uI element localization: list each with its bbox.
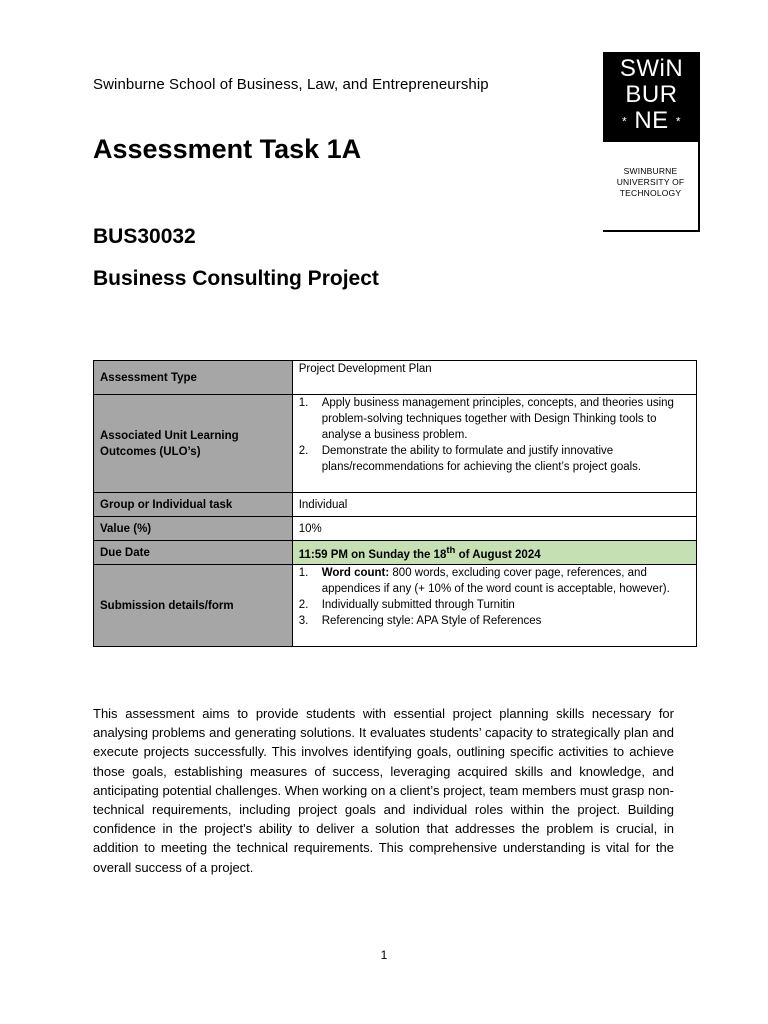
submission-list bbox=[299, 565, 690, 629]
list-item bbox=[299, 613, 690, 629]
ulo-label: Associated Unit Learning Outcomes (ULO’s) bbox=[94, 395, 293, 493]
list-item bbox=[299, 395, 690, 443]
value-label: Value (%) bbox=[94, 517, 293, 541]
table-row bbox=[94, 493, 697, 517]
unit-name: Business Consulting Project bbox=[93, 267, 379, 290]
unit-code: BUS30032 bbox=[93, 225, 196, 248]
due-date-ordinal-suffix: th bbox=[446, 544, 456, 556]
list-item bbox=[299, 597, 690, 613]
logo-line-1: SWiN bbox=[619, 55, 684, 82]
list-number: 1. bbox=[298, 397, 309, 409]
table-row bbox=[94, 517, 697, 541]
assessment-type-label: Assessment Type bbox=[94, 361, 293, 395]
assessment-type-value: Project Development Plan bbox=[292, 361, 696, 395]
group-label: Group or Individual task bbox=[94, 493, 293, 517]
table-row bbox=[94, 565, 697, 647]
list-item-text: Referencing style: APA Style of References bbox=[321, 615, 542, 627]
logo-line-2: BUR bbox=[625, 81, 678, 108]
submission-value bbox=[292, 565, 696, 647]
logo-university-line-2: UNIVERSITY OF bbox=[616, 177, 685, 187]
list-item-text: 800 words, excluding cover page, references, and appendices if any (+ 10% of the word count is acceptable, however). bbox=[321, 567, 670, 595]
list-item-text: Individually submitted through Turnitin bbox=[321, 599, 515, 611]
due-date-part-1: 11:59 PM on Sunday the 18 bbox=[298, 548, 447, 561]
table-row bbox=[94, 395, 697, 493]
ulo-value bbox=[292, 395, 696, 493]
list-item-bold: Word count: bbox=[321, 567, 390, 579]
group-value: Individual bbox=[292, 493, 696, 517]
list-item bbox=[299, 443, 690, 475]
table-row bbox=[94, 541, 697, 565]
list-number: 3. bbox=[298, 615, 309, 627]
document-title: Assessment Task 1A bbox=[93, 134, 362, 164]
list-number: 2. bbox=[298, 445, 309, 457]
logo-university-name bbox=[603, 166, 698, 199]
list-item-text: Demonstrate the ability to formulate and justify innovative plans/recommendations for achieving the client’s project goals. bbox=[321, 445, 642, 473]
ulo-list bbox=[299, 395, 690, 475]
due-date-part-2: of August 2024 bbox=[455, 548, 541, 561]
logo-caption-box bbox=[603, 142, 700, 232]
due-date-value bbox=[292, 541, 696, 565]
logo-university-line-3: TECHNOLOGY bbox=[619, 188, 682, 198]
table-row bbox=[94, 361, 697, 395]
school-name: Swinburne School of Business, Law, and Entrepreneurship bbox=[93, 76, 489, 93]
list-item bbox=[299, 565, 690, 597]
list-number: 2. bbox=[298, 599, 309, 611]
star-icon: * bbox=[621, 114, 628, 129]
logo-line-3-text: NE bbox=[634, 107, 669, 134]
page-number: 1 bbox=[380, 948, 388, 962]
logo-wordmark bbox=[603, 52, 700, 142]
value-percent: 10% bbox=[292, 517, 696, 541]
logo-line-3 bbox=[603, 108, 700, 135]
list-item-text: Apply business management principles, concepts, and theories using problem-solving techniques together with Design Thinking tools to analyse a business problem. bbox=[321, 397, 674, 441]
submission-label: Submission details/form bbox=[94, 565, 293, 647]
star-icon: * bbox=[675, 114, 682, 129]
logo-university-line-1: SWINBURNE bbox=[623, 166, 678, 176]
due-date-label: Due Date bbox=[94, 541, 293, 565]
swinburne-logo bbox=[603, 52, 700, 232]
assessment-details-table bbox=[93, 360, 697, 647]
assessment-description: This assessment aims to provide students with essential project planning skills necessary for analysing problems and generating solutions. It evaluates students’ capacity to strategically plan and execute projects successfully. This involves identifying goals, outlining specific activities to achieve those goals, establishing measures of success, leveraging acquired skills and knowledge, and anticipating potential challenges. When working on a client’s project, team members must grasp non-technical requirements, including project goals and individual roles within the project. Building confidence in the project's ability to deliver a solution that addresses the problem is crucial, in addition to meeting the technical requirements. This comprehensive understanding is vital for the overall success of a project. bbox=[93, 706, 674, 875]
list-number: 1. bbox=[298, 567, 309, 579]
